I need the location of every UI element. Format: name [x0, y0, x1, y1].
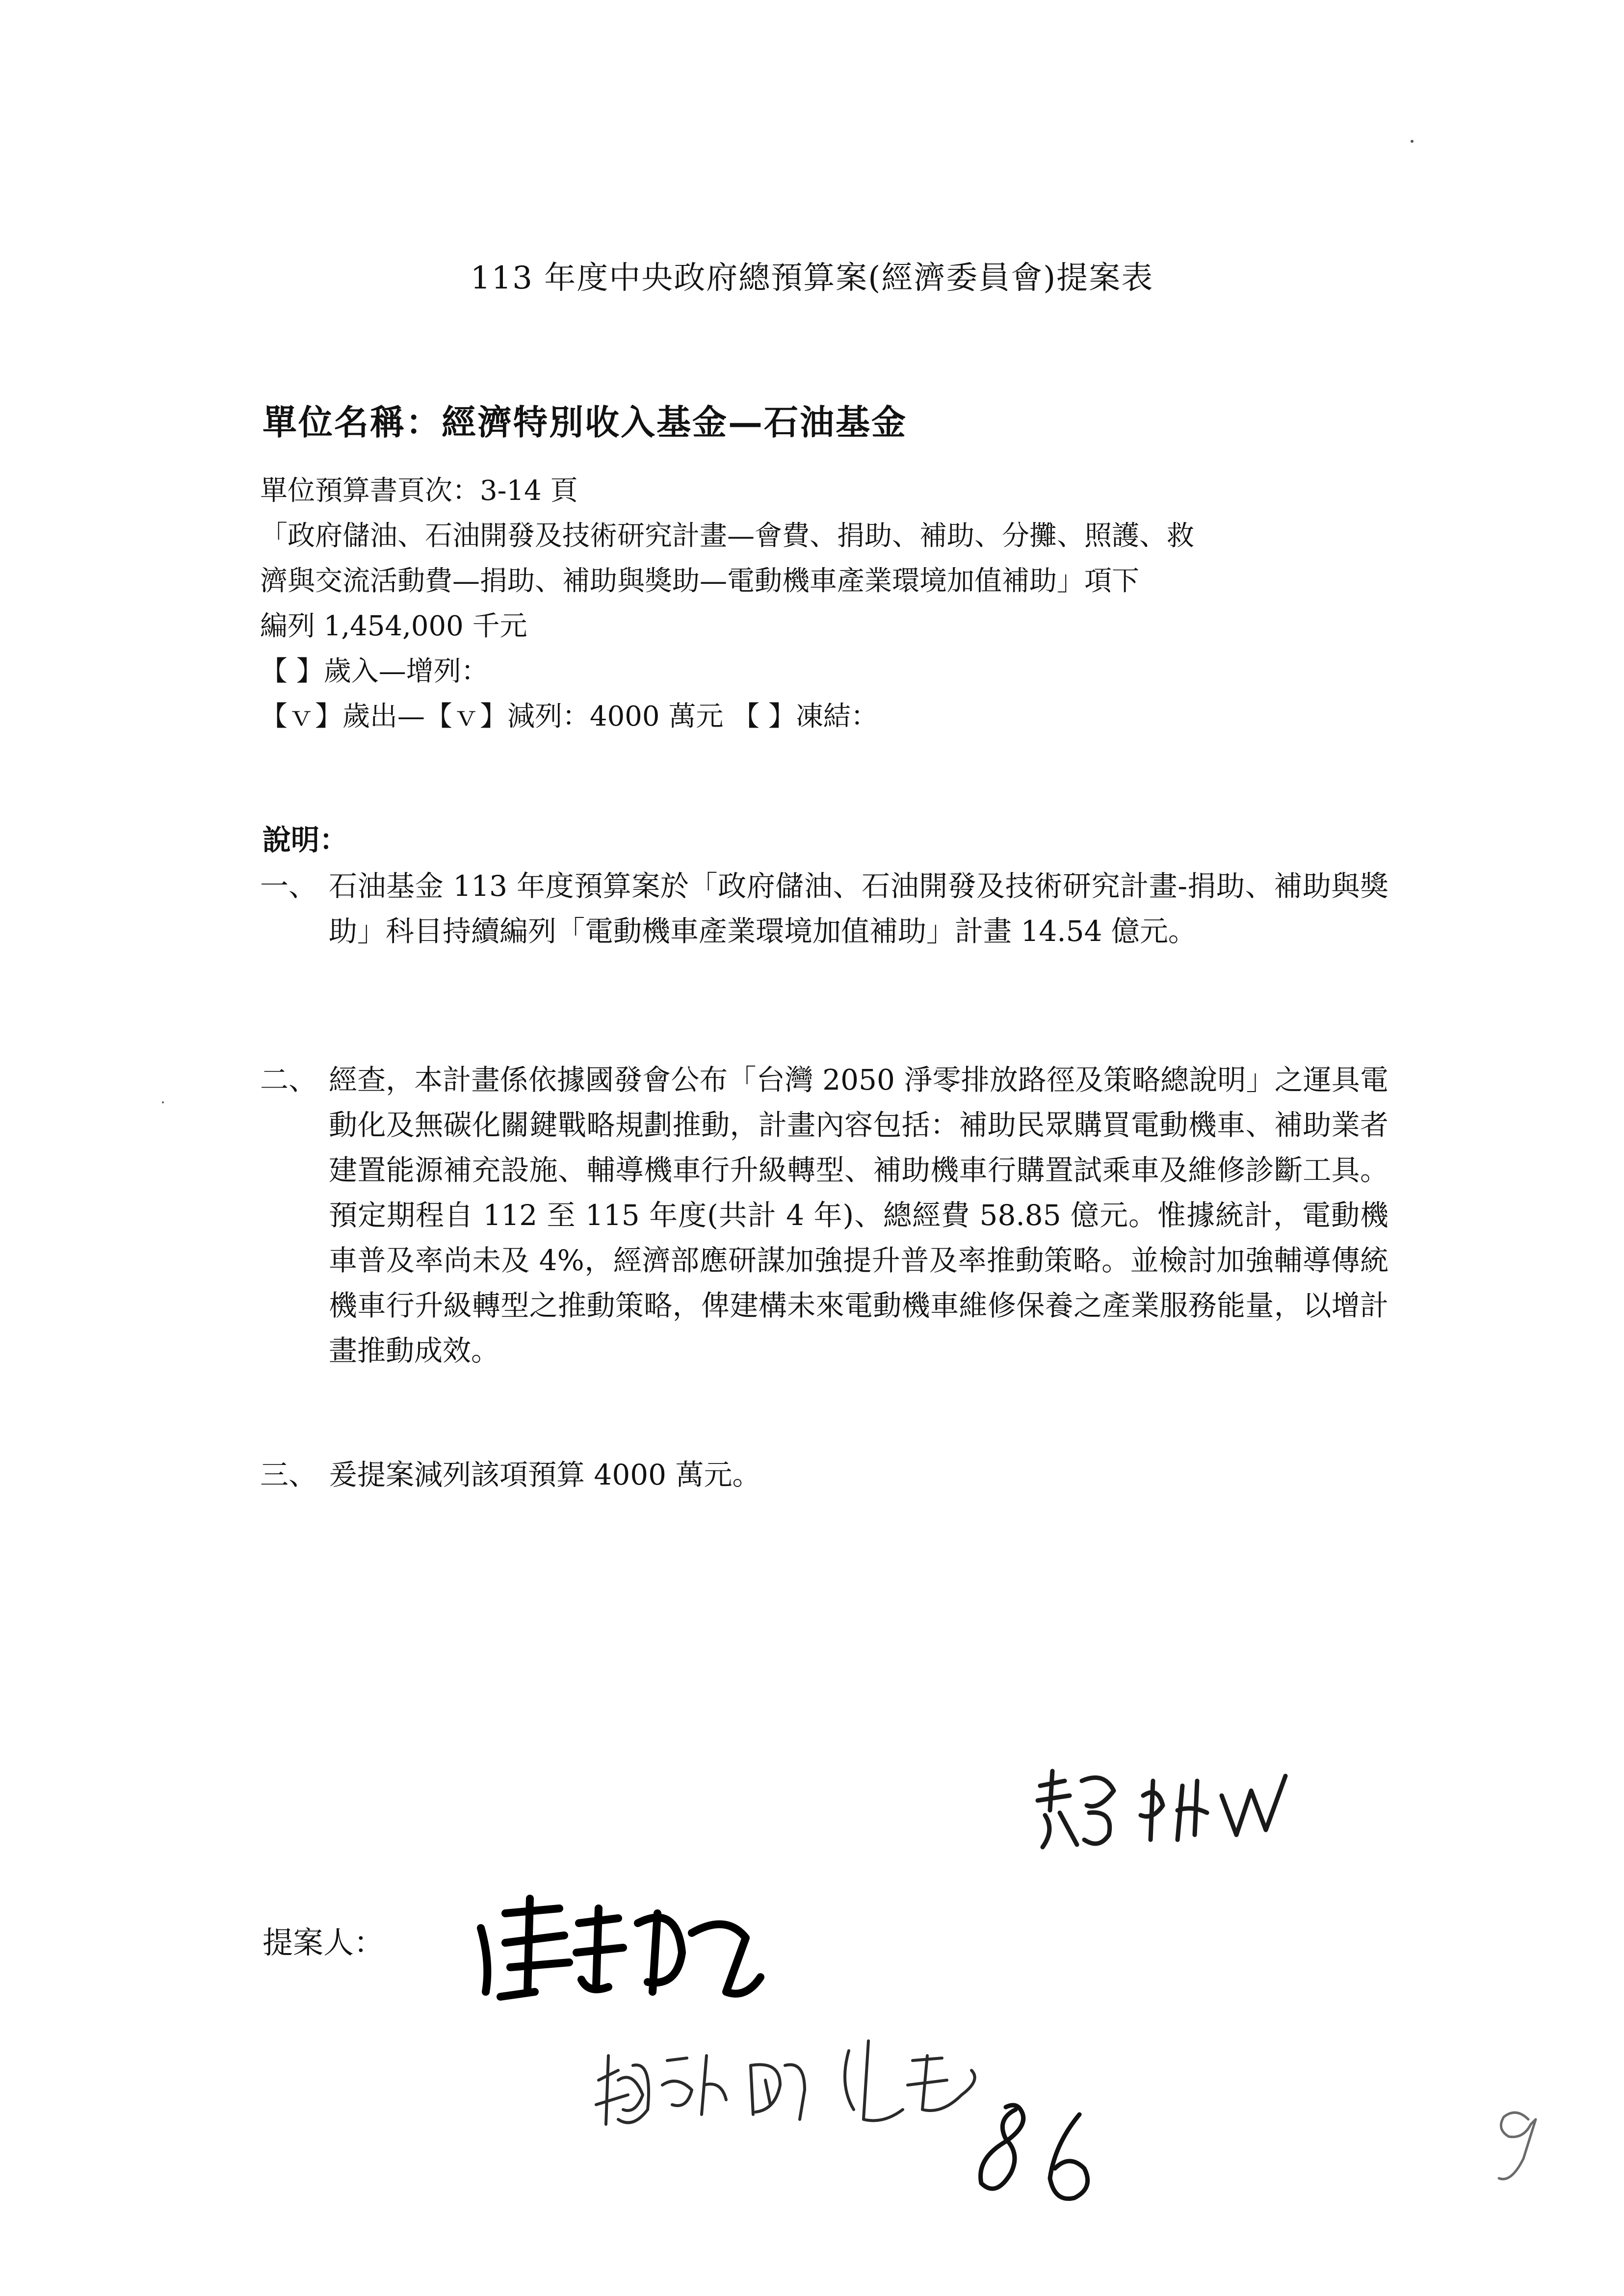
expense-line: 【ｖ】歲出—【ｖ】減列：4000 萬元 【 】凍結：: [260, 701, 878, 732]
proposer-signature: [471, 1894, 765, 2007]
item-number: 二、: [260, 1063, 317, 1096]
budget-amount: 編列 1,454,000 千元: [260, 610, 527, 642]
item-text: 經查，本計畫係依據國發會公布「台灣 2050 淨零排放路徑及策略總說明」之運具電動化及無碳化關鍵戰略規劃推動，計畫內容包括：補助民眾購買電動機車、補助業者建置能源補充設施、輔導機車行升級轉型、補助機車行購置試乘車及維修診斷工具。預定期程自 112 至 115 年度(共計 4 年)、總經費 58.85 億元。惟據統計，電動機車普及率尚未及 4%，經濟部應研謀加強提升普及率推動策略。並檢討加強輔導傳統機車行升級轉型之推動策略，俾建構未來電動機車維修保養之產業服務能量，以增計畫推動成效。: [329, 1063, 1388, 1367]
cosigner-signature-bottom: [589, 2011, 1138, 2218]
explanation-item: [260, 1057, 1388, 1373]
page-title: 113 年度中央政府總預算案(經濟委員會)提案表: [470, 260, 1154, 296]
explanation-item: [260, 863, 1388, 954]
item-text: 石油基金 113 年度預算案於「政府儲油、石油開發及技術研究計畫-捐助、補助與獎助」科目持續編列「電動機車產業環境加值補助」計畫 14.54 億元。: [329, 869, 1388, 948]
unit-name: 單位名稱：經濟特別收入基金—石油基金: [262, 402, 907, 443]
proposer-label: 提案人：: [262, 1925, 385, 1960]
scan-speck: [1411, 140, 1414, 143]
explanation-heading: 說明：: [262, 823, 348, 857]
item-text: 爰提案減列該項預算 4000 萬元。: [329, 1458, 761, 1491]
page-number-mark: [1482, 2100, 1550, 2188]
budget-info: [260, 469, 1388, 739]
explanation-item: [260, 1452, 1388, 1497]
cosigner-signature-top: [1030, 1766, 1305, 1854]
revenue-line: 【 】歲入—增列：: [260, 655, 489, 687]
budget-page-ref: 單位預算書頁次：3-14 頁: [260, 475, 578, 507]
item-number: 三、: [260, 1458, 317, 1491]
item-number: 一、: [260, 869, 317, 903]
budget-item-line: 濟與交流活動費—捐助、補助與獎助—電動機車產業環境加值補助」項下: [260, 565, 1139, 597]
budget-item-line: 「政府儲油、石油開發及技術研究計畫—會費、捐助、補助、分攤、照護、救: [260, 520, 1194, 552]
scan-speck: [162, 1101, 164, 1103]
